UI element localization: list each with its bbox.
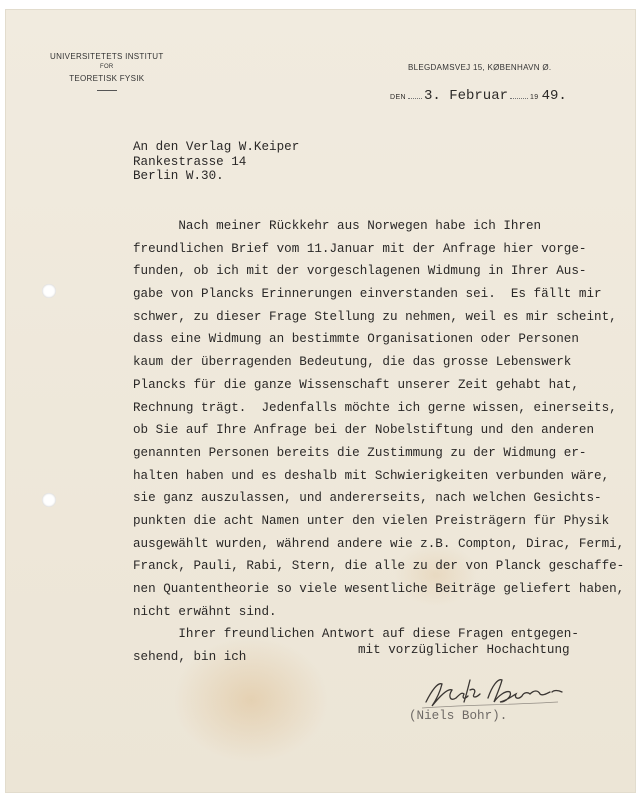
body-line: dass eine Widmung an bestimmte Organisationen oder Personen (133, 332, 579, 347)
body-line: ob Sie auf Ihre Anfrage bei der Nobelstiftung und den anderen (133, 423, 595, 438)
punch-hole (42, 284, 56, 298)
date-typed: 3. Februar (423, 88, 508, 104)
body-line: punkten die acht Namen unter den vielen Preisträgern für Physik (133, 513, 610, 528)
body-line: nicht erwähnt sind. (133, 604, 277, 619)
body-line: Plancks für die ganze Wissenschaft unserer Zeit gehabt hat, (133, 377, 579, 392)
institute-letterhead (50, 51, 164, 91)
body-line: Franck, Pauli, Rabi, Stern, die alle zu der von Planck geschaffe- (133, 559, 625, 574)
handwritten-signature (418, 672, 568, 714)
body-line: ausgewählt wurden, während andere wie z.B. Compton, Dirac, Fermi, (133, 536, 625, 551)
institute-address: BLEGDAMSVEJ 15, KØBENHAVN Ø. (408, 63, 552, 72)
body-line: gabe von Plancks Erinnerungen einverstanden sei. Es fällt mir (133, 287, 602, 302)
punch-hole (42, 493, 56, 507)
body-line: Nach meiner Rückkehr aus Norwegen habe ich Ihren (133, 219, 542, 233)
body-line: schwer, zu dieser Frage Stellung zu nehmen, weil es mir scheint, (133, 309, 617, 324)
recipient-address (133, 140, 299, 184)
typed-signature-name: (Niels Bohr). (409, 709, 508, 723)
body-line: funden, ob ich mit der vorgeschlagenen Widmung in Ihrer Aus- (133, 264, 587, 279)
body-line: halten haben und es deshalb mit Schwierigkeiten verbunden wäre, (133, 468, 610, 483)
body-line: sie ganz auszulassen, und andererseits, nach welchen Gesichts- (133, 491, 602, 506)
institute-name-line: UNIVERSITETETS INSTITUT (50, 52, 164, 61)
body-line: kaum der überragenden Bedeutung, die das grosse Lebenswerk (133, 355, 572, 370)
closing-line: mit vorzüglicher Hochachtung (358, 643, 570, 657)
recipient-line: An den Verlag W.Keiper (133, 140, 300, 154)
body-line: sehend, bin ich (133, 650, 247, 665)
recipient-line: Berlin W.30. (133, 169, 224, 183)
institute-name-line: FOR (100, 64, 114, 70)
year-prefix: 19 (530, 94, 539, 101)
body-line: nen Quantentheorie so viele wesentliche Beiträge geliefert haben, (133, 582, 625, 596)
date-prefix: DEN (390, 94, 406, 101)
recipient-line: Rankestrasse 14 (133, 154, 247, 169)
institute-name-line: TEORETISK FYSIK (69, 74, 145, 83)
body-line: freundlichen Brief vom 11.Januar mit der Anfrage hier vorge- (133, 241, 587, 256)
body-line: Ihrer freundlichen Antwort auf diese Fragen entgegen- (133, 627, 579, 642)
body-line: Rechnung trägt. Jedenfalls möchte ich gerne wissen, einerseits, (133, 400, 617, 415)
year-typed: 49. (541, 88, 567, 104)
letterhead-rule (97, 90, 117, 91)
letter-date (390, 88, 567, 104)
letter-body (133, 215, 625, 669)
body-line: genannten Personen bereits die Zustimmung zu der Widmung er- (133, 445, 587, 460)
